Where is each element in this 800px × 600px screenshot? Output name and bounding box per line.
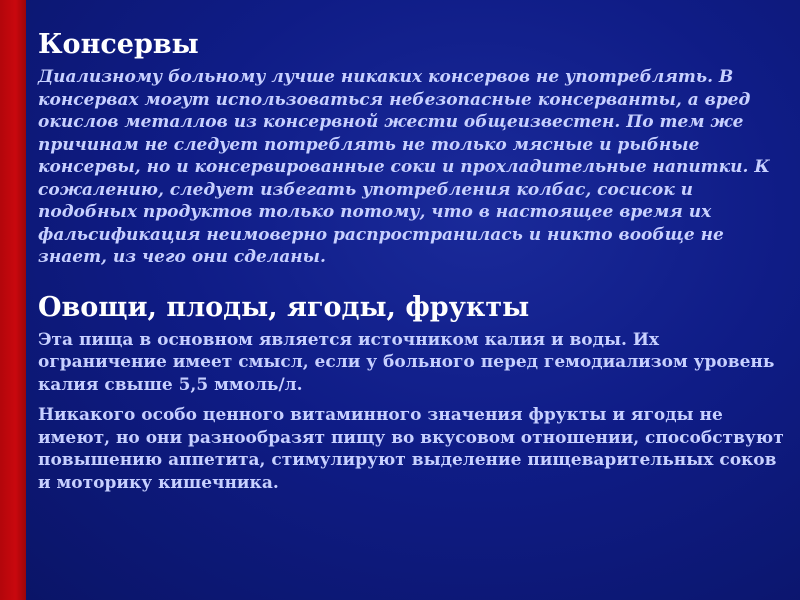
- left-accent-stripe: [0, 0, 26, 600]
- vegetables-paragraph-2: Никакого особо ценного витаминного значения фрукты и ягоды не имеют, но они разнообразят пищу во вкусовом отношении, способствуют повышению аппетита, стимулируют выделение пищеварительных соков и моторику кишечника.: [38, 405, 784, 493]
- canned-food-paragraph: Диализному больному лучше никаких консервов не употреблять. В консервах могут использоваться небезопасные консерванты, а вред окислов металлов из консервной жести общеизвестен. По тем же причинам не следует потреблять не только мясные и рыбные консервы, но и консервированные соки и прохладительные напитки. К сожалению, следует избегать употребления колбас, сосисок и подобных продуктов только потому, что в настоящее время их фальсификация неимоверно распространилась и никто вообще не знает, из чего они сделаны.: [38, 67, 770, 267]
- section-title-vegetables-fruits: Овощи, плоды, ягоды, фрукты: [38, 291, 530, 323]
- slide-content: [38, 30, 790, 494]
- vegetables-paragraph-1: Эта пища в основном является источником калия и воды. Их ограничение имеет смысл, если у больного перед гемодиализом уровень калия свыше 5,5 ммоль/л.: [38, 329, 775, 395]
- section-title-canned-food: Консервы: [38, 29, 199, 60]
